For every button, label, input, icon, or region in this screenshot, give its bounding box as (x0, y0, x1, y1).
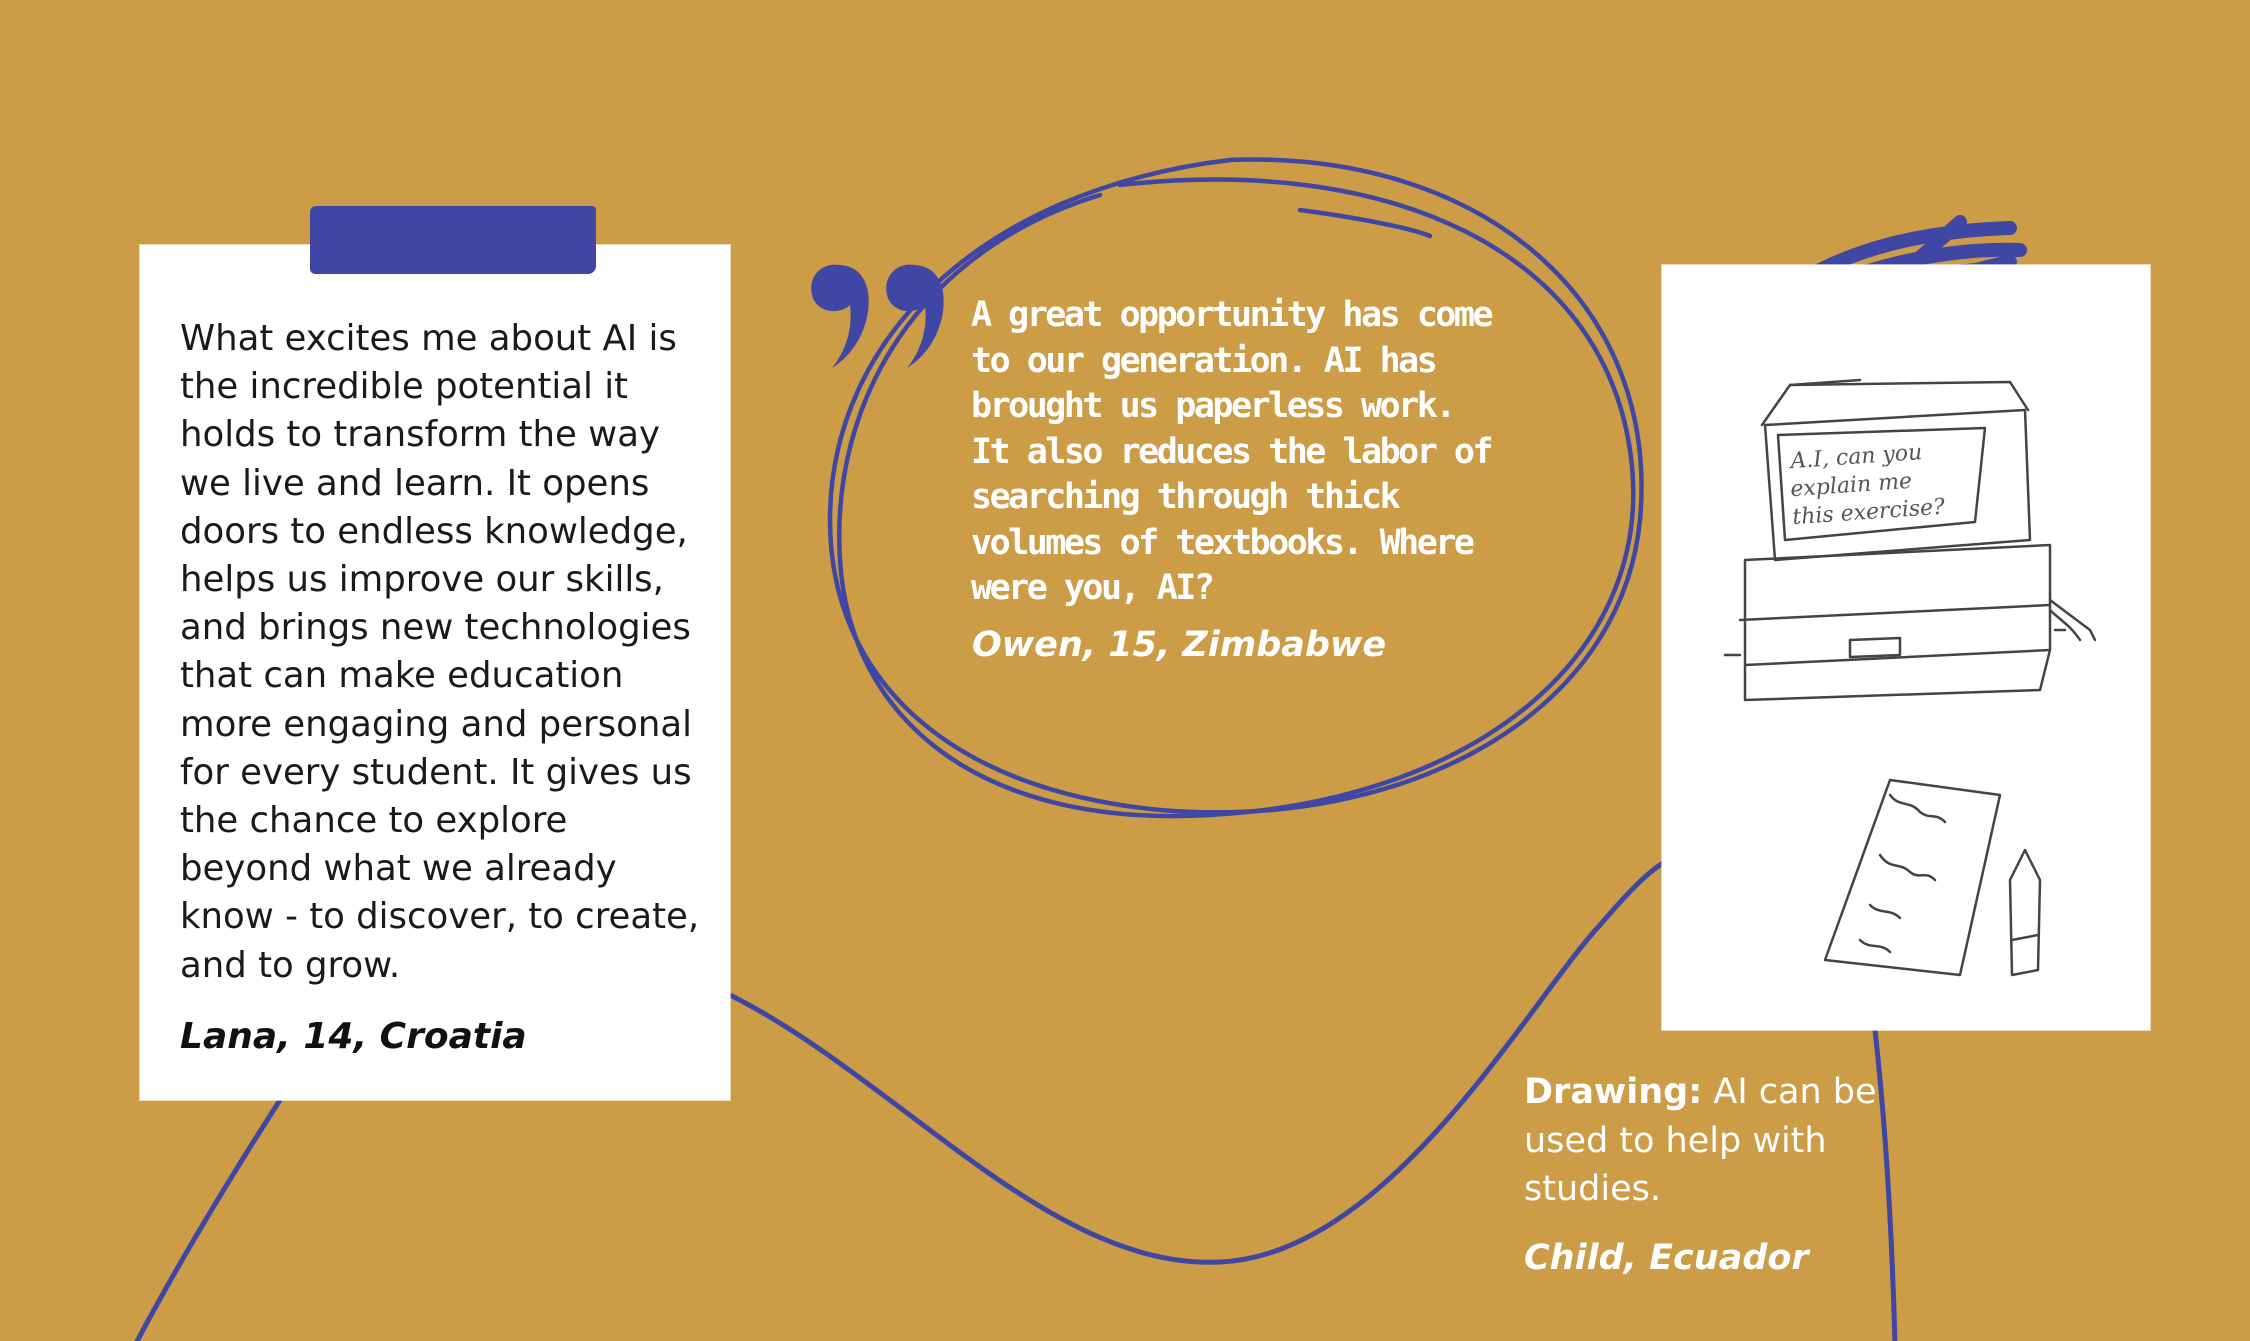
drawing-screen-text: A.I, can you explain me this exercise? (1789, 440, 1946, 531)
drawing-caption-text: AI can be used to help with studies. (1524, 1072, 1877, 1209)
pencil-sketch (2010, 850, 2040, 975)
testimonial-author-left: Lana, 14, Croatia (180, 1016, 527, 1057)
computer-base-sketch (1745, 545, 2050, 665)
paper-sketch (1825, 780, 2000, 975)
testimonial-quote-left: What excites me about AI is the incredible potential it holds to transform the way we live and learn. It opens doors to endless knowledge, helps us improve our skills, and brings new technologies that can make education more engaging and personal for every student. It gives us the chance to explore beyond what we already know - to discover, to create, and to grow. (180, 318, 700, 986)
drawing-caption (1524, 1068, 1904, 1214)
testimonial-author-center: Owen, 15, Zimbabwe (972, 625, 1387, 665)
drawing-caption-label: Drawing: (1524, 1072, 1703, 1112)
drawing-author: Child, Ecuador (1524, 1238, 1809, 1278)
testimonial-quote-center: A great opportunity has come to our generation. AI has brought us paperless work. It also reduces the labor of searching through thick volumes of textbooks. Where were you, AI? (971, 295, 1492, 608)
